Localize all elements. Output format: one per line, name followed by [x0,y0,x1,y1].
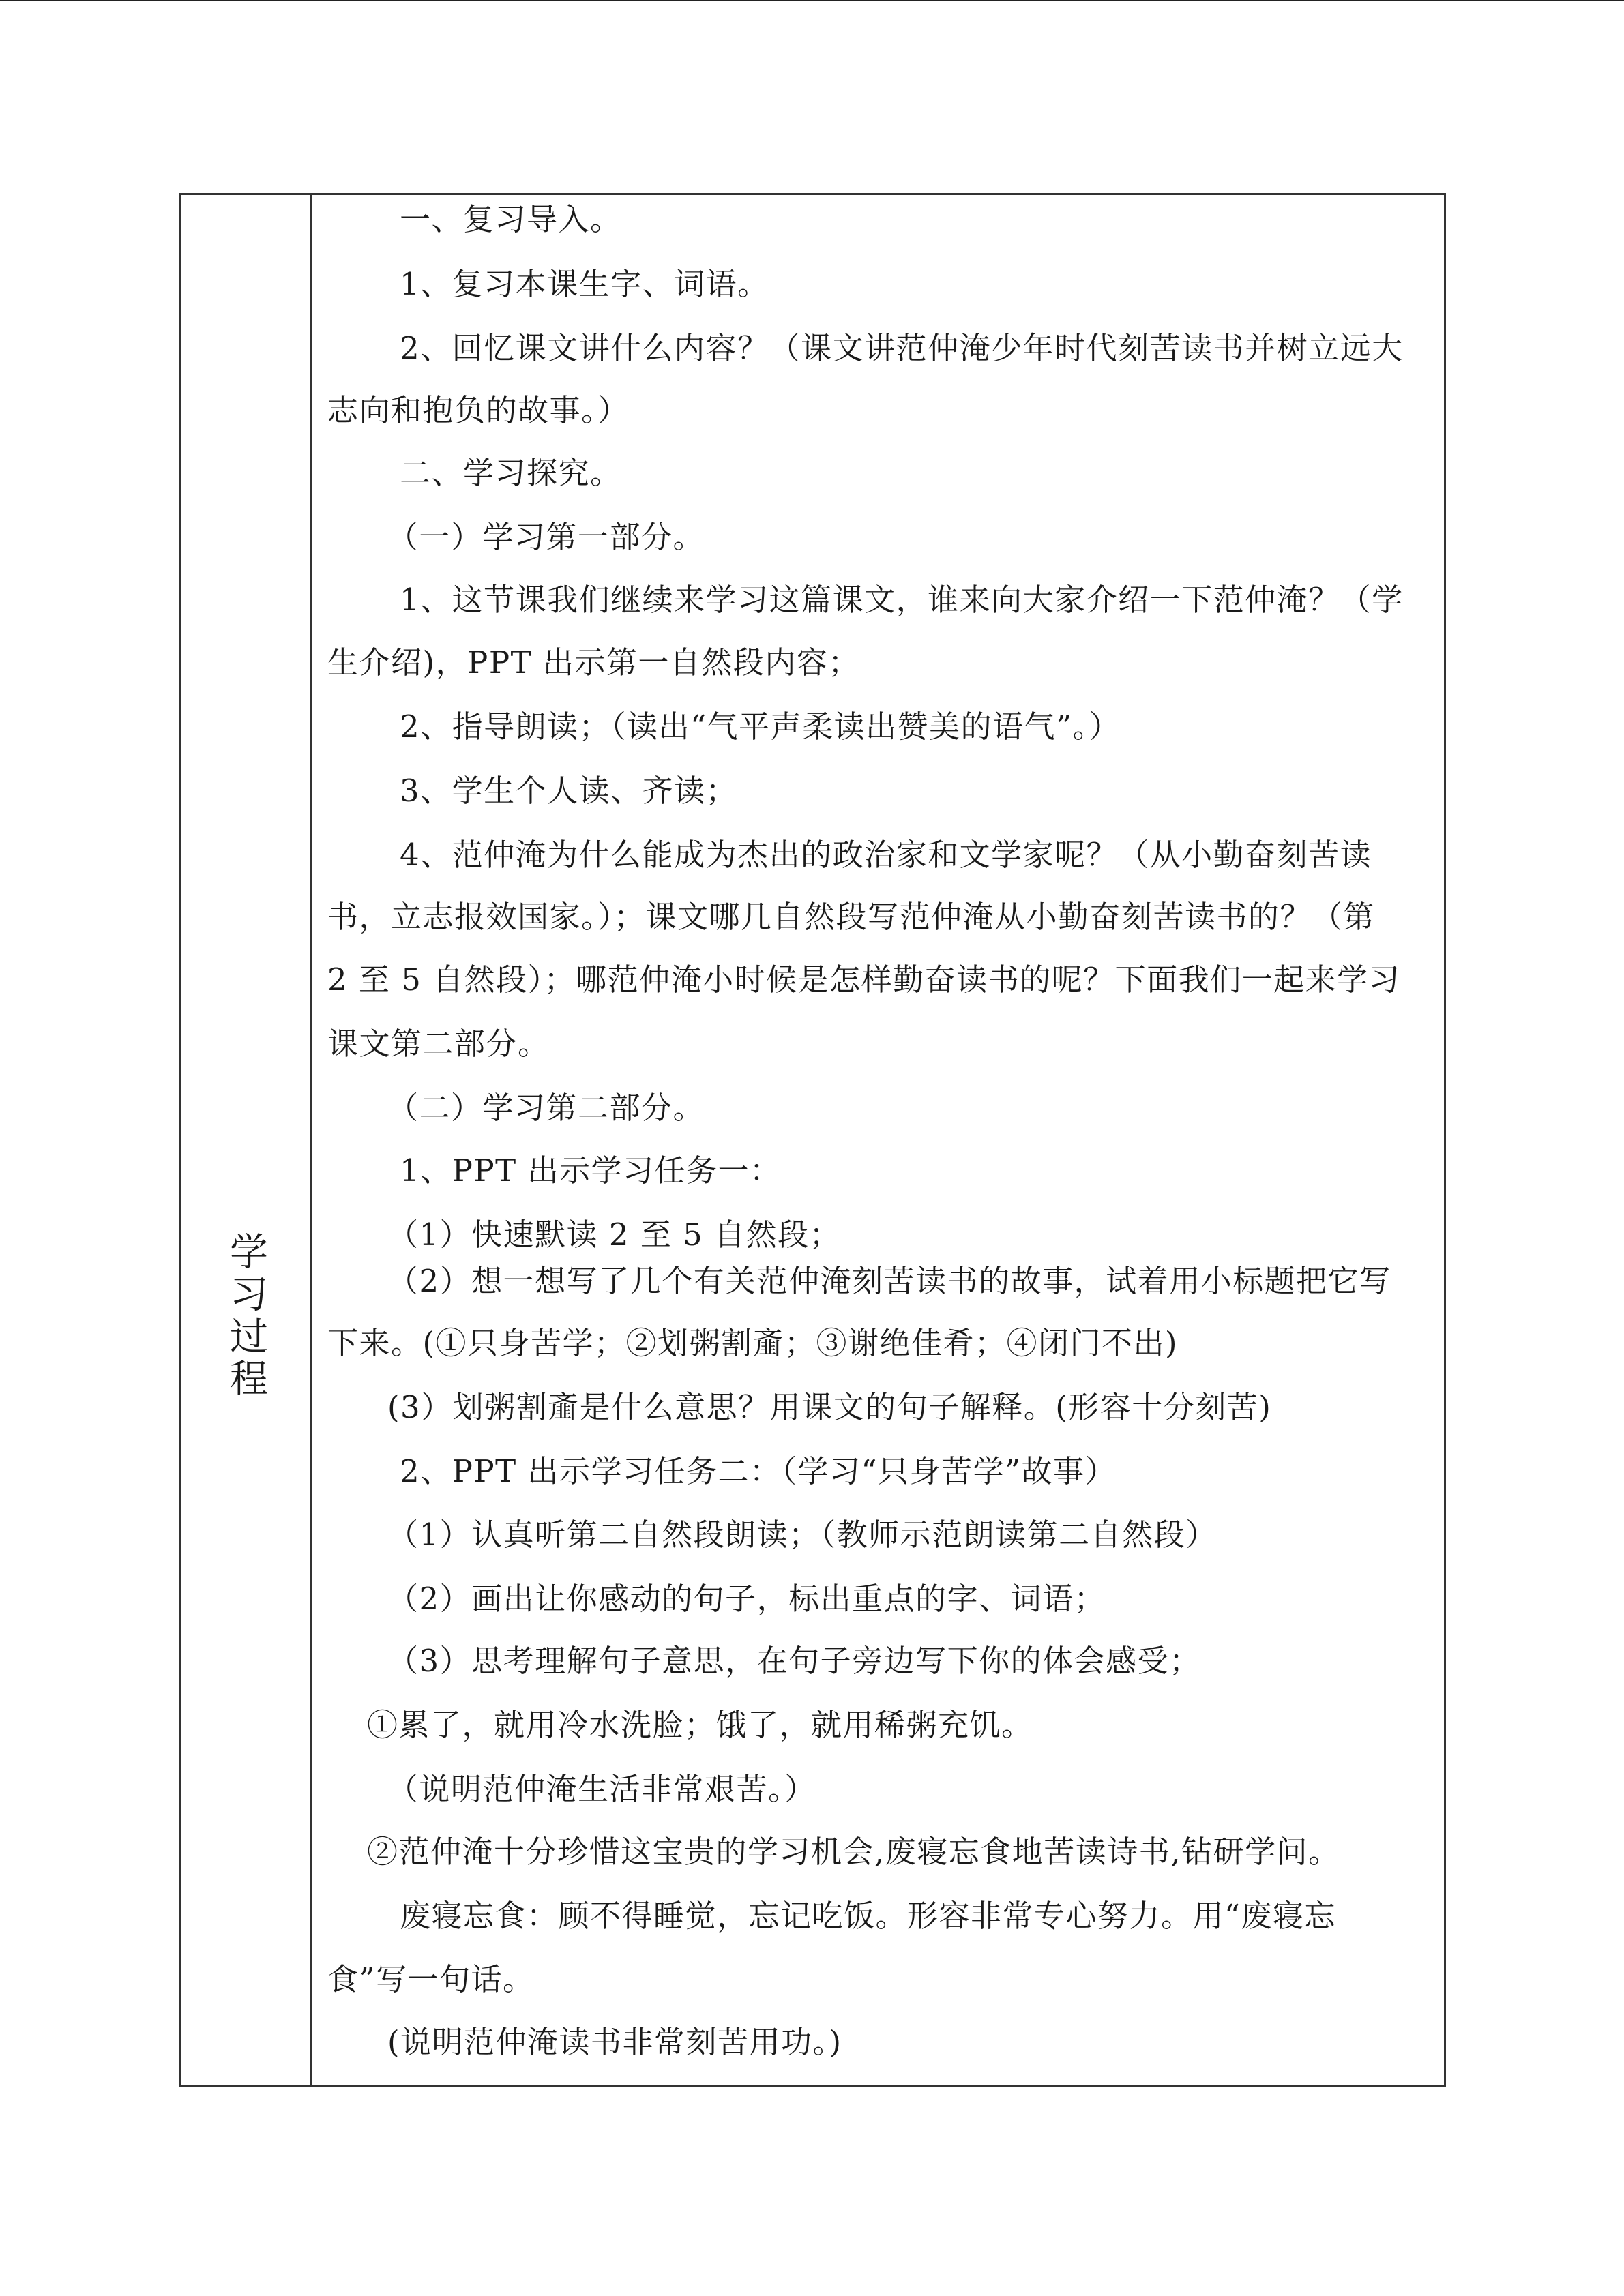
text-line: （1）认真听第二自然段朗读；（教师示范朗读第二自然段） [387,1517,1217,1553]
lesson-content-cell [312,195,1444,2085]
text-line: 3、学生个人读、齐读； [400,773,738,809]
text-line: (说明范仲淹读书非常刻苦用功。) [387,2024,842,2060]
text-line: （说明范仲淹生活非常艰苦。） [387,1771,816,1807]
text-line: 二、学习探究。 [400,455,622,491]
section-label: 学习过程 [224,1232,268,1401]
text-line: 一、复习导入。 [400,201,622,237]
text-line: 废寝忘食：顾不得睡觉，忘记吃饭。形容非常专心努力。用“废寝忘 [400,1898,1337,1934]
text-line: 志向和抱负的故事。） [327,392,630,428]
text-line: 1、复习本课生字、词语。 [400,266,769,302]
text-line: 1、这节课我们继续来学习这篇课文，谁来向大家介绍一下范仲淹？（学 [400,582,1404,618]
text-line: 课文第二部分。 [327,1026,550,1062]
text-line: ②范仲淹十分珍惜这宝贵的学习机会,废寝忘食地苦读诗书,钻研学问。 [367,1834,1340,1870]
text-line: 1、PPT 出示学习任务一： [400,1152,782,1189]
text-line: 下来。(①只身苦学；②划粥割齑；③谢绝佳肴；④闭门不出) [327,1325,1179,1361]
text-line: （2）画出让你感动的句子，标出重点的字、词语； [387,1581,1106,1617]
text-line: ①累了，就用冷水洗脸；饿了，就用稀粥充饥。 [367,1707,1033,1743]
text-line: 2、指导朗读；（读出“气平声柔读出赞美的语气”。） [400,709,1121,745]
page-top-border [0,0,1624,1]
text-line: 生介绍)，PPT 出示第一自然段内容； [327,644,860,681]
text-line: （2）想一想写了几个有关范仲淹刻苦读书的故事，试着用小标题把它写 [387,1263,1391,1299]
text-line: （一）学习第一部分。 [387,519,705,555]
text-line: （3）思考理解句子意思，在句子旁边写下你的体会感受； [387,1643,1201,1679]
text-line: (3）划粥割齑是什么意思？用课文的句子解释。(形容十分刻苦) [387,1389,1272,1425]
text-line: 食”写一句话。 [327,1961,535,1997]
text-line: 2、回忆课文讲什么内容？（课文讲范仲淹少年时代刻苦读书并树立远大 [400,330,1404,366]
text-line: 书，立志报效国家。）；课文哪几自然段写范仲淹从小勤奋刻苦读书的？（第 [327,899,1376,935]
section-label-cell [181,195,312,2085]
text-line: （1）快速默读 2 至 5 自然段； [387,1217,842,1253]
text-line: 4、范仲淹为什么能成为杰出的政治家和文学家呢？（从小勤奋刻苦读 [400,837,1372,873]
text-line: 2 至 5 自然段）；哪范仲淹小时候是怎样勤奋读书的呢？下面我们一起来学习 [327,961,1401,998]
lesson-plan-table [179,193,1446,2087]
text-line: （二）学习第二部分。 [387,1090,705,1126]
text-line: 2、PPT 出示学习任务二：（学习“只身苦学”故事） [400,1453,1117,1489]
